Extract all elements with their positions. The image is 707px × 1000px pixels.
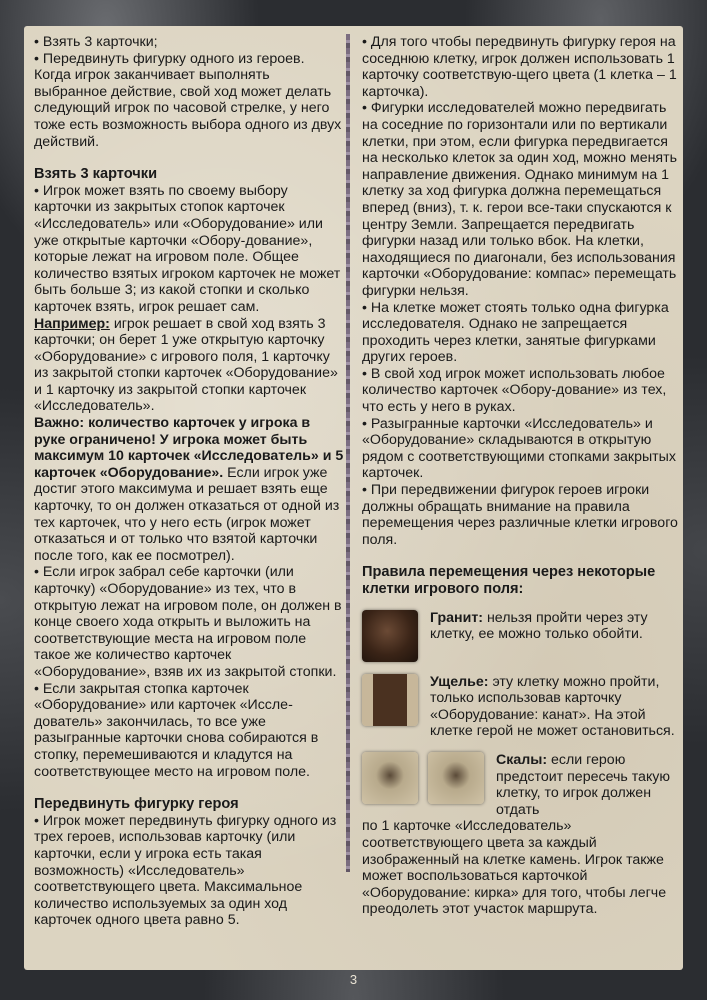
equipment-bullet: • Если игрок забрал себе карточки (или карточку) «Оборудование» из тех, что в открытую лежат на игровом поле, он должен в конце своего хода открыть и выложить на соответствующие места на игровом поле такое же количество карточек «Оборудование», взяв их из закрытой стопки. [34, 564, 342, 680]
column-divider [346, 34, 350, 872]
tile-rules-heading: Правила перемещения через некоторые клетки игрового поля: [362, 564, 656, 597]
rock-tile-image-1 [362, 752, 418, 804]
rocks-rule [362, 752, 678, 818]
gorge-label: Ущелье: [430, 673, 489, 690]
intro-line-2: • Передвинуть фигурку одного из героев. Когда игрок заканчивает выполнять выбранное действие, свой ход может делать следующий игрок по часовой стрелке, у него тоже есть возможность выбора одного из двух действий. [34, 50, 342, 150]
move-bullet-5: • Разыгранные карточки «Исследователь» и «Оборудование» складываются в открытую рядом с соответствующими стопками закрытых карточек. [362, 415, 676, 482]
stack-bullet: • Если закрытая стопка карточек «Оборудование» или карточек «Иссле-дователь» закончилась, то все уже разыгранные карточки снова собираются в стопку, перемешиваются и кладутся на соответствующее место на игровом поле. [34, 680, 319, 780]
gorge-text: эту клетку можно пройти, только использовав карточку «Оборудование: канат». На этой клетке герой не может остановиться. [430, 673, 675, 740]
rocks-text: если герою предстоит пересечь такую клетку, то игрок должен отдать [496, 751, 671, 818]
example-paragraph [34, 316, 344, 416]
important-bold: Важно: количество карточек у игрока в руке ограничено! У игрока может быть максимум 10 карточек «Исследователь» и 5 карточек «Оборудование». [34, 415, 344, 481]
page-number: 3 [349, 972, 358, 987]
granite-tile-image [362, 610, 418, 662]
left-column [34, 34, 344, 929]
important-paragraph [34, 415, 344, 564]
intro-line-1: • Взять 3 карточки; [34, 34, 158, 50]
move-bullet-1: • Для того чтобы передвинуть фигурку героя на соседнюю клетку, игрок должен использовать 1 карточку соответствую-щего цвета (1 клетка – 1 карточка). [362, 34, 677, 100]
gorge-tile-image [362, 674, 418, 726]
take-cards-heading: Взять 3 карточки [34, 166, 158, 183]
gorge-rule [362, 674, 678, 740]
move-hero-heading: Передвинуть фигурку героя [34, 796, 239, 813]
example-label: Например: [34, 315, 110, 332]
take-cards-text: • Игрок может взять по своему выбору карточки из закрытых стопок карточек «Исследователь» или «Оборудование» или уже открытые карточки «Обору-дование», которые лежат на игровом поле. Общее количество взятых игроком карточек не может быть больше 3; из какой стопки и сколько карточек взять, игрок решает сам. [34, 182, 341, 315]
important-text: Если игрок уже достиг этого максимума и решает взять еще карточку, то он должен отказаться от одной из тех карточек, что у него есть (игрок может отказаться и от только что взятой карточки после того, как ее посмотрел). [34, 464, 340, 564]
granite-rule [362, 610, 678, 662]
move-bullet-2: • Фигурки исследователей можно передвигать на соседние по горизонтали или по вертикали клетки, при этом, если фигурка передвигается на несколько клеток за один ход, можно менять направление движения. Однако минимум на 1 клетку за ход фигурка должна перемещаться вперед (вниз), т. к. герои все-таки спускаются к центру Земли. Запрещается передвигать фигурки назад или только вбок. На клетки, находящиеся по диагонали, без использования карточки «Оборудование: компас» перемещать фигурки нельзя. [362, 100, 678, 299]
rock-tile-image-2 [428, 752, 484, 804]
granite-text: нельзя пройти через эту клетку, ее можно только обойти. [430, 609, 648, 643]
example-text: игрок решает в свой ход взять 3 карточки; он берет 1 уже открытую карточку «Оборудование» с игрового поля, 1 карточку из закрытой стопки карточек «Оборудование» и 1 карточку из закрытой стопки карточек «Исследователь». [34, 315, 338, 415]
rocks-label: Скалы: [496, 751, 548, 768]
right-column [362, 34, 678, 918]
move-bullet-6: • При передвижении фигурок героев игроки должны обращать внимание на правила перемещения через различные клетки игрового поля. [362, 482, 678, 548]
granite-label: Гранит: [430, 609, 484, 626]
rocks-continued: по 1 карточке «Исследователь» соответствующего цвета за каждый изображенный на клетке камень. Игрок также может воспользоваться карточкой «Оборудование: кирка» для того, чтобы легче преодолеть этот участок маршрута. [362, 818, 667, 918]
move-hero-text: • Игрок может передвинуть фигурку одного из трех героев, использовав карточку (или карточки, если у игрока есть такая возможность) «Исследователь» соответствующего цвета. Максимальное количество используемых за один ход карточек одного цвета равно 5. [34, 812, 337, 929]
move-bullet-4: • В свой ход игрок может использовать любое количество карточек «Обору-дование» из тех, что есть у него в руках. [362, 365, 667, 416]
move-bullet-3: • На клетке может стоять только одна фигурка исследователя. Однако не запрещается проходить через клетки, занятые фигурками других героев. [362, 299, 669, 366]
